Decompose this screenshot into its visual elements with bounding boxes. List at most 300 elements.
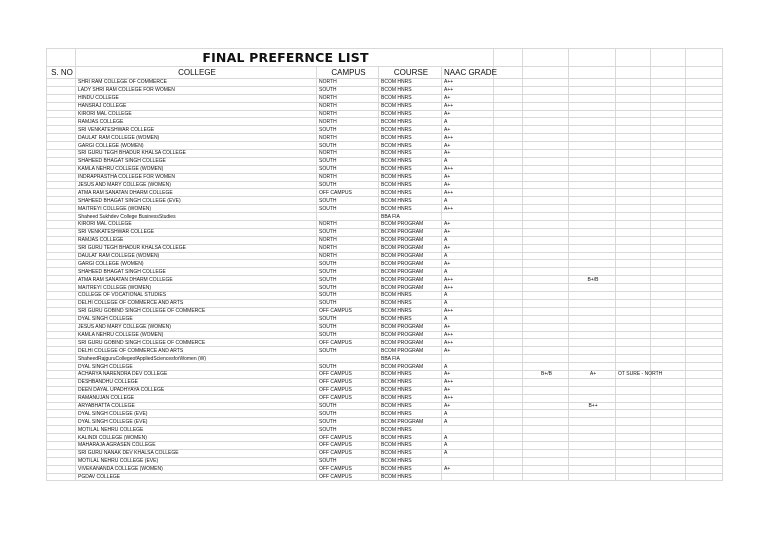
cell-naac-grade: A+ <box>442 402 494 410</box>
cell-extra <box>686 418 723 426</box>
cell-extra <box>494 370 523 378</box>
cell-sno <box>47 473 76 481</box>
cell-extra <box>494 378 523 386</box>
cell-course: BCOM HNRS <box>379 173 442 181</box>
table-row <box>47 434 723 442</box>
cell-course: BCOM PROGRAM <box>379 252 442 260</box>
cell-college: DYAL SINGH COLLEGE (EVE) <box>76 418 317 426</box>
cell-extra <box>616 378 651 386</box>
table-row <box>47 449 723 457</box>
cell-campus <box>317 213 379 221</box>
cell-extra <box>686 465 723 473</box>
cell-extra <box>494 347 523 355</box>
cell-sno <box>47 244 76 252</box>
cell-sno <box>47 355 76 363</box>
cell-college: ARYABHATTA COLLEGE <box>76 402 317 410</box>
cell-campus: SOUTH <box>317 315 379 323</box>
cell-extra <box>616 276 651 284</box>
cell-college: DAULAT RAM COLLEGE (WOMEN) <box>76 134 317 142</box>
table-row <box>47 363 723 371</box>
cell-college: PGDAV COLLEGE <box>76 473 317 481</box>
cell-extra <box>616 284 651 292</box>
cell-extra <box>651 299 686 307</box>
cell-campus: NORTH <box>317 102 379 110</box>
cell-naac-grade: A+ <box>442 465 494 473</box>
cell-campus: SOUTH <box>317 402 379 410</box>
cell-college: SHAHEED BHAGAT SINGH COLLEGE <box>76 157 317 165</box>
table-row <box>47 118 723 126</box>
cell-extra <box>569 410 616 418</box>
cell-campus: OFF CAMPUS <box>317 339 379 347</box>
cell-campus: SOUTH <box>317 165 379 173</box>
cell-extra <box>523 434 569 442</box>
cell-college: VIVEKANANDA COLLEGE (WOMEN) <box>76 465 317 473</box>
table-row <box>47 323 723 331</box>
cell-naac-grade: A+ <box>442 181 494 189</box>
cell-extra <box>686 457 723 465</box>
cell-naac-grade: A++ <box>442 205 494 213</box>
cell-extra <box>523 315 569 323</box>
spreadsheet <box>46 48 722 481</box>
table-row <box>47 213 723 221</box>
cell-sno <box>47 434 76 442</box>
cell-course: BCOM PROGRAM <box>379 276 442 284</box>
cell-extra <box>651 276 686 284</box>
cell-extra <box>616 307 651 315</box>
cell-extra <box>569 157 616 165</box>
cell-campus: OFF CAMPUS <box>317 386 379 394</box>
cell-campus: OFF CAMPUS <box>317 394 379 402</box>
cell-extra: A+ <box>569 370 616 378</box>
cell-naac-grade: A++ <box>442 276 494 284</box>
cell-extra <box>523 426 569 434</box>
table-row <box>47 86 723 94</box>
cell-naac-grade: A++ <box>442 189 494 197</box>
cell-sno <box>47 181 76 189</box>
table-row <box>47 394 723 402</box>
cell-extra <box>616 449 651 457</box>
cell-extra <box>651 418 686 426</box>
cell-college: SRI GURU TEGH BHADUR KHALSA COLLEGE <box>76 244 317 252</box>
cell-extra <box>651 181 686 189</box>
cell-extra <box>523 165 569 173</box>
cell-extra <box>523 134 569 142</box>
table-row <box>47 355 723 363</box>
cell-naac-grade: A <box>442 315 494 323</box>
cell-extra <box>686 473 723 481</box>
cell-extra <box>494 315 523 323</box>
cell-extra <box>686 79 723 87</box>
cell-campus: NORTH <box>317 244 379 252</box>
cell-extra <box>494 173 523 181</box>
cell-extra <box>651 205 686 213</box>
cell-course: BCOM PROGRAM <box>379 228 442 236</box>
cell-extra <box>494 197 523 205</box>
cell-naac-grade: A+ <box>442 94 494 102</box>
cell-course: BCOM HNRS <box>379 307 442 315</box>
cell-extra <box>494 418 523 426</box>
cell-extra <box>523 323 569 331</box>
cell-extra <box>569 284 616 292</box>
cell-sno <box>47 173 76 181</box>
cell-sno <box>47 323 76 331</box>
cell-extra <box>651 236 686 244</box>
cell-extra <box>523 307 569 315</box>
table-row <box>47 197 723 205</box>
cell-sno <box>47 94 76 102</box>
cell-extra <box>686 181 723 189</box>
cell-extra <box>686 142 723 150</box>
cell-extra <box>651 378 686 386</box>
cell-extra <box>569 94 616 102</box>
table-row <box>47 134 723 142</box>
cell-campus: SOUTH <box>317 363 379 371</box>
cell-extra <box>651 86 686 94</box>
table-row <box>47 299 723 307</box>
table-row <box>47 142 723 150</box>
cell-sno <box>47 221 76 229</box>
cell-extra <box>686 299 723 307</box>
cell-extra <box>523 394 569 402</box>
cell-course: BCOM PROGRAM <box>379 339 442 347</box>
cell-naac-grade: A+ <box>442 323 494 331</box>
cell-course: BCOM HNRS <box>379 315 442 323</box>
cell-sno <box>47 213 76 221</box>
cell-extra <box>686 284 723 292</box>
cell-extra <box>523 150 569 158</box>
cell-college: KALINDI COLLEGE (WOMEN) <box>76 434 317 442</box>
cell-naac-grade: A+ <box>442 126 494 134</box>
cell-naac-grade: A++ <box>442 339 494 347</box>
cell-extra <box>616 363 651 371</box>
cell-extra <box>569 142 616 150</box>
cell-extra <box>616 386 651 394</box>
cell-extra <box>651 394 686 402</box>
table-row <box>47 331 723 339</box>
cell-extra <box>569 244 616 252</box>
cell-extra <box>494 86 523 94</box>
cell-extra <box>686 323 723 331</box>
cell-college: ATMA RAM SANATAN DHARM COLLEGE <box>76 189 317 197</box>
cell-sno <box>47 205 76 213</box>
cell-extra <box>616 418 651 426</box>
cell-sno <box>47 457 76 465</box>
cell-campus: SOUTH <box>317 457 379 465</box>
table-row <box>47 347 723 355</box>
cell-naac-grade: A <box>442 252 494 260</box>
cell-extra <box>616 347 651 355</box>
cell-extra <box>686 292 723 300</box>
cell-extra <box>616 299 651 307</box>
cell-extra <box>686 236 723 244</box>
table-row <box>47 189 723 197</box>
cell-extra <box>616 441 651 449</box>
cell-extra <box>494 213 523 221</box>
cell-sno <box>47 142 76 150</box>
cell-course: BCOM PROGRAM <box>379 221 442 229</box>
cell-course: BCOM PROGRAM <box>379 244 442 252</box>
cell-extra <box>651 363 686 371</box>
cell-extra <box>686 221 723 229</box>
cell-college: SRI VENKATESHWAR COLLEGE <box>76 228 317 236</box>
cell-extra <box>686 449 723 457</box>
cell-course: BCOM PROGRAM <box>379 331 442 339</box>
cell-extra <box>569 457 616 465</box>
cell-sno <box>47 157 76 165</box>
cell-extra <box>494 79 523 87</box>
cell-extra <box>616 181 651 189</box>
cell-extra <box>651 323 686 331</box>
cell-extra <box>616 252 651 260</box>
cell-extra <box>616 126 651 134</box>
cell-campus: OFF CAMPUS <box>317 449 379 457</box>
cell-extra <box>494 244 523 252</box>
cell-campus: SOUTH <box>317 86 379 94</box>
cell-naac-grade: A <box>442 197 494 205</box>
table-row <box>47 370 723 378</box>
cell-course: BCOM HNRS <box>379 150 442 158</box>
cell-college: SRI GURU TEGH BHADUR KHALSA COLLEGE <box>76 150 317 158</box>
cell-course: BCOM HNRS <box>379 94 442 102</box>
cell-course: BCOM PROGRAM <box>379 268 442 276</box>
cell-extra <box>686 94 723 102</box>
cell-course: BCOM PROGRAM <box>379 418 442 426</box>
cell-extra <box>686 189 723 197</box>
cell-extra <box>686 363 723 371</box>
cell-sno <box>47 110 76 118</box>
cell-college: DEEN DAYAL UPADHYAYA COLLEGE <box>76 386 317 394</box>
cell-extra <box>523 410 569 418</box>
table-row <box>47 94 723 102</box>
table-row <box>47 165 723 173</box>
table-row <box>47 386 723 394</box>
cell-extra <box>651 134 686 142</box>
cell-campus: SOUTH <box>317 347 379 355</box>
cell-sno <box>47 465 76 473</box>
cell-naac-grade <box>442 457 494 465</box>
cell-college: LADY SHRI RAM COLLEGE FOR WOMEN <box>76 86 317 94</box>
cell-extra <box>651 355 686 363</box>
cell-naac-grade: A+ <box>442 386 494 394</box>
cell-extra <box>686 441 723 449</box>
cell-extra <box>686 386 723 394</box>
cell-college: GARGI COLLEGE (WOMEN) <box>76 142 317 150</box>
cell-naac-grade: A <box>442 434 494 442</box>
cell-campus: NORTH <box>317 173 379 181</box>
cell-college: KAMLA NEHRU COLLEGE (WOMEN) <box>76 165 317 173</box>
cell-extra <box>494 221 523 229</box>
cell-extra <box>569 150 616 158</box>
cell-extra <box>569 394 616 402</box>
cell-course: BCOM HNRS <box>379 110 442 118</box>
cell-extra <box>569 173 616 181</box>
cell-course: BCOM HNRS <box>379 79 442 87</box>
cell-course: BCOM HNRS <box>379 142 442 150</box>
cell-extra <box>651 410 686 418</box>
cell-college: JESUS AND MARY COLLEGE (WOMEN) <box>76 181 317 189</box>
cell-college: SHAHEED BHAGAT SINGH COLLEGE (EVE) <box>76 197 317 205</box>
table-row <box>47 418 723 426</box>
cell-extra <box>569 441 616 449</box>
cell-campus: SOUTH <box>317 276 379 284</box>
cell-sno <box>47 150 76 158</box>
cell-extra <box>616 134 651 142</box>
cell-sno <box>47 284 76 292</box>
header-college: COLLEGE <box>76 67 317 79</box>
cell-extra <box>523 386 569 394</box>
cell-sno <box>47 299 76 307</box>
cell-college: HINDU COLLEGE <box>76 94 317 102</box>
table-row <box>47 307 723 315</box>
table-row <box>47 284 723 292</box>
table-row <box>47 150 723 158</box>
cell-campus: NORTH <box>317 134 379 142</box>
cell-sno <box>47 268 76 276</box>
cell-sno <box>47 134 76 142</box>
cell-naac-grade: A <box>442 236 494 244</box>
preference-table <box>46 48 723 481</box>
cell-course: BCOM HNRS <box>379 386 442 394</box>
cell-extra <box>616 402 651 410</box>
table-row <box>47 473 723 481</box>
cell-sno <box>47 236 76 244</box>
table-row <box>47 402 723 410</box>
cell-naac-grade: A+ <box>442 347 494 355</box>
cell-extra <box>494 457 523 465</box>
cell-college: GARGI COLLEGE (WOMEN) <box>76 260 317 268</box>
cell-course: BCOM HNRS <box>379 197 442 205</box>
cell-extra <box>494 363 523 371</box>
cell-extra <box>686 244 723 252</box>
cell-campus: NORTH <box>317 150 379 158</box>
cell-extra <box>686 370 723 378</box>
cell-extra <box>494 331 523 339</box>
cell-extra <box>494 118 523 126</box>
cell-extra <box>651 79 686 87</box>
cell-course: BCOM HNRS <box>379 402 442 410</box>
cell-naac-grade: A+ <box>442 260 494 268</box>
cell-college: SRI GURU GOBIND SINGH COLLEGE OF COMMERCE <box>76 339 317 347</box>
cell-sno <box>47 165 76 173</box>
cell-naac-grade: A+ <box>442 244 494 252</box>
cell-campus: SOUTH <box>317 260 379 268</box>
cell-course: BCOM HNRS <box>379 410 442 418</box>
cell-naac-grade: A <box>442 157 494 165</box>
cell-extra <box>616 260 651 268</box>
table-row <box>47 244 723 252</box>
cell-extra <box>569 134 616 142</box>
cell-naac-grade: A+ <box>442 221 494 229</box>
cell-sno <box>47 252 76 260</box>
cell-extra <box>686 213 723 221</box>
cell-naac-grade: A++ <box>442 86 494 94</box>
cell-extra <box>686 228 723 236</box>
cell-campus <box>317 355 379 363</box>
cell-extra <box>494 94 523 102</box>
cell-extra <box>686 86 723 94</box>
cell-naac-grade: A+ <box>442 142 494 150</box>
cell-college: INDRAPRASTHA COLLEGE FOR WOMEN <box>76 173 317 181</box>
cell-course: BCOM HNRS <box>379 118 442 126</box>
cell-college: DYAL SINGH COLLEGE <box>76 315 317 323</box>
cell-college: SRI GURU NANAK DEV KHALSA COLLEGE <box>76 449 317 457</box>
cell-campus: OFF CAMPUS <box>317 307 379 315</box>
cell-extra <box>686 402 723 410</box>
cell-extra <box>523 465 569 473</box>
cell-naac-grade <box>442 426 494 434</box>
cell-course: BCOM PROGRAM <box>379 363 442 371</box>
cell-extra <box>616 323 651 331</box>
cell-extra <box>569 189 616 197</box>
cell-extra <box>569 118 616 126</box>
cell-extra <box>616 426 651 434</box>
cell-naac-grade: A+ <box>442 370 494 378</box>
cell-extra <box>651 110 686 118</box>
cell-course: BCOM HNRS <box>379 394 442 402</box>
cell-naac-grade: A+ <box>442 173 494 181</box>
cell-extra <box>523 244 569 252</box>
header-sno: S. NO <box>47 67 76 79</box>
cell-extra <box>651 221 686 229</box>
cell-extra <box>569 268 616 276</box>
cell-extra <box>523 276 569 284</box>
cell-sno <box>47 276 76 284</box>
cell-extra <box>651 173 686 181</box>
cell-extra <box>494 449 523 457</box>
table-row <box>47 268 723 276</box>
cell-empty <box>47 49 76 67</box>
cell-extra <box>569 473 616 481</box>
cell-extra: B++ <box>569 402 616 410</box>
cell-extra <box>686 157 723 165</box>
cell-extra <box>523 363 569 371</box>
cell-extra <box>569 386 616 394</box>
cell-course: BCOM PROGRAM <box>379 323 442 331</box>
table-row <box>47 157 723 165</box>
cell-extra <box>686 355 723 363</box>
cell-extra <box>616 189 651 197</box>
cell-extra <box>569 197 616 205</box>
cell-naac-grade: A++ <box>442 284 494 292</box>
cell-extra <box>494 134 523 142</box>
cell-extra <box>569 347 616 355</box>
cell-extra <box>686 307 723 315</box>
cell-extra <box>523 449 569 457</box>
cell-extra <box>523 252 569 260</box>
cell-course: BCOM HNRS <box>379 102 442 110</box>
cell-sno <box>47 197 76 205</box>
cell-extra <box>569 260 616 268</box>
cell-extra <box>616 315 651 323</box>
cell-course: BCOM HNRS <box>379 181 442 189</box>
cell-campus: OFF CAMPUS <box>317 465 379 473</box>
cell-extra <box>494 394 523 402</box>
cell-extra <box>523 221 569 229</box>
cell-naac-grade <box>442 473 494 481</box>
cell-extra <box>494 402 523 410</box>
cell-extra <box>686 347 723 355</box>
cell-campus: SOUTH <box>317 284 379 292</box>
cell-sno <box>47 441 76 449</box>
table-row <box>47 457 723 465</box>
cell-extra <box>494 189 523 197</box>
cell-college: COLLEGE OF VOCATIONAL STUDIES <box>76 292 317 300</box>
cell-extra <box>494 465 523 473</box>
cell-campus: SOUTH <box>317 418 379 426</box>
cell-extra <box>686 331 723 339</box>
table-row <box>47 181 723 189</box>
cell-extra <box>494 205 523 213</box>
